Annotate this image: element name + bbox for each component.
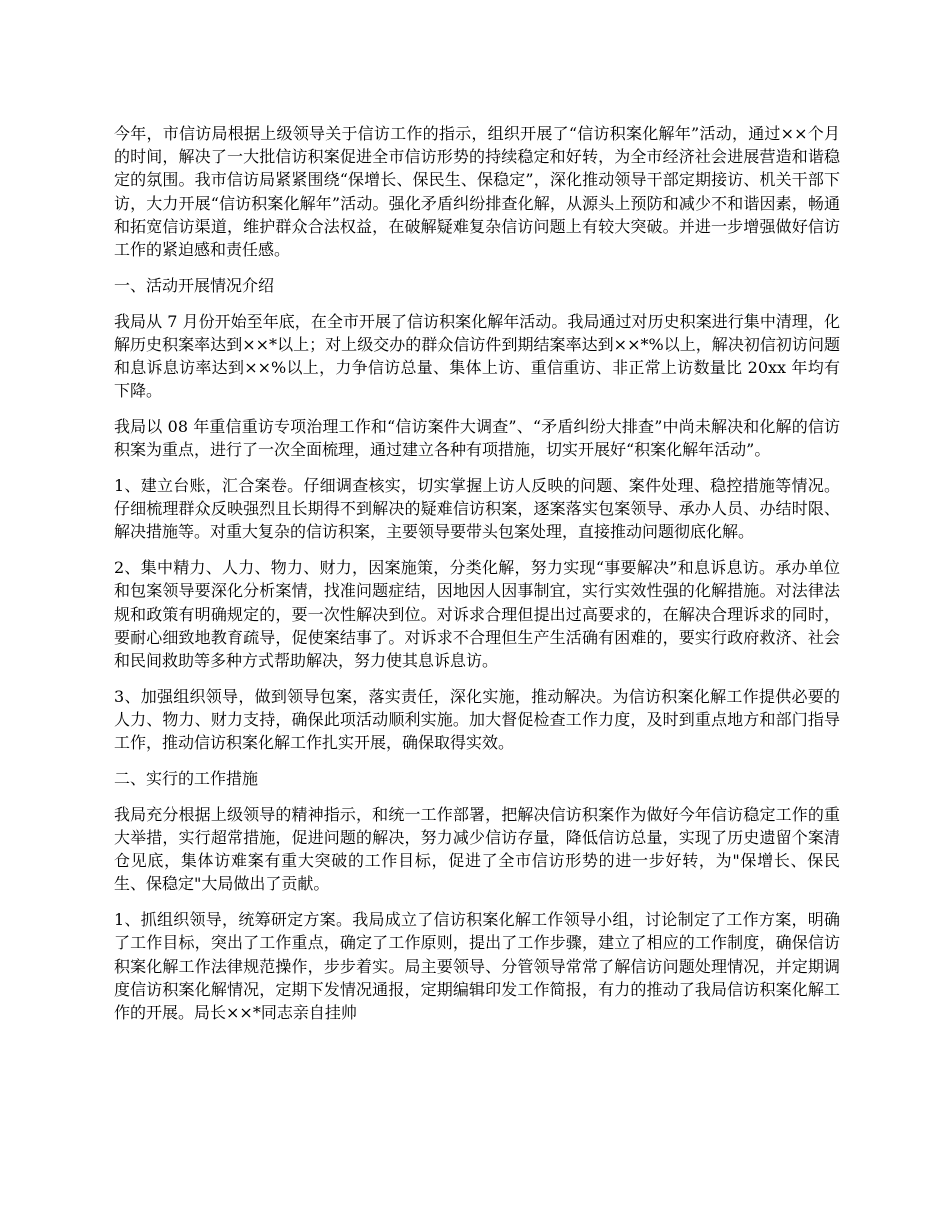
body-paragraph: 3、加强组织领导，做到领导包案，落实责任，深化实施，推动解决。为信访积案化解工作提供必要的人力、物力、财力支持，确保此项活动顺利实施。加大督促检查工作力度，及时到重点地方和部门指导工作，推动信访积案化解工作扎实开展，确保取得实效。 — [114, 686, 840, 753]
body-paragraph: 1、抓组织领导，统筹研定方案。我局成立了信访积案化解工作领导小组，讨论制定了工作方案，明确了工作目标，突出了工作重点，确定了工作原则，提出了工作步骤，建立了相应的工作制度，确保信访积案化解工作法律规范操作，步步着实。局主要领导、分管领导常常了解信访问题处理情况，并定期调度信访积案化解情况，定期下发情况通报，定期编辑印发工作简报，有力的推动了我局信访积案化解工作的开展。局长××*同志亲自挂帅 — [114, 910, 840, 1023]
section-heading-2: 二、实行的工作措施 — [114, 769, 259, 789]
body-paragraph: 1、建立台账，汇合案卷。仔细调查核实，切实掌握上访人反映的问题、案件处理、稳控措施等情况。仔细梳理群众反映强烈且长期得不到解决的疑难信访积案，逐案落实包案领导、承办人员、办结时限、解决措施等。对重大复杂的信访积案，主要领导要带头包案处理，直接推动问题彻底化解。 — [114, 476, 840, 542]
section-heading-1: 一、活动开展情况介绍 — [114, 275, 275, 295]
intro-paragraph: 今年，市信访局根据上级领导关于信访工作的指示，组织开展了“信访积案化解年”活动，通过××个月的时间，解决了一大批信访积案促进全市信访形势的持续稳定和好转，为全市经济社会进展营造和谐稳定的氛围。我市信访局紧紧围绕“保增长、保民生、保稳定”，深化推动领导干部定期接访、机关干部下访，大力开展“信访积案化解年”活动。强化矛盾纠纷排查化解，从源头上预防和减少不和谐因素，畅通和拓宽信访渠道，维护群众合法权益，在破解疑难复杂信访问题上有较大突破。并进一步增强做好信访工作的紧迫感和责任感。 — [114, 124, 840, 260]
body-paragraph: 我局从 7 月份开始至年底，在全市开展了信访积案化解年活动。我局通过对历史积案进行集中清理，化解历史积案率达到××*以上；对上级交办的群众信访件到期结案率达到××*%以上，解决初信初访问题和息诉息访率达到××%以上，力争信访总量、集体上访、重信重访、非正常上访数量比 20xx 年均有下降。 — [114, 311, 840, 401]
body-paragraph: 我局充分根据上级领导的精神指示，和统一工作部署，把解决信访积案作为做好今年信访稳定工作的重大举措，实行超常措施，促进问题的解决，努力减少信访存量，降低信访总量，实现了历史遗留个案清仓见底，集体访难案有重大突破的工作目标，促进了全市信访形势的进一步好转，为"保增长、保民生、保稳定"大局做出了贡献。 — [114, 804, 840, 894]
document-body — [114, 122, 840, 1037]
body-paragraph: 我局以 08 年重信重访专项治理工作和“信访案件大调查”、“矛盾纠纷大排查”中尚未解决和化解的信访积案为重点，进行了一次全面梳理，通过建立各种有项措施，切实开展好“积案化解年活动”。 — [114, 417, 840, 460]
body-paragraph: 2、集中精力、人力、物力、财力，因案施策，分类化解，努力实现“事要解决”和息诉息访。承办单位和包案领导要深化分析案情，找准问题症结，因地因人因事制宜，实行实效性强的化解措施。对法律法规和政策有明确规定的，要一次性解决到位。对诉求合理但提出过高要求的，在解决合理诉求的同时，要耐心细致地教育疏导，促使案结事了。对诉求不合理但生产生活确有困难的，要实行政府救济、社会和民间救助等多种方式帮助解决，努力使其息诉息访。 — [114, 558, 840, 671]
